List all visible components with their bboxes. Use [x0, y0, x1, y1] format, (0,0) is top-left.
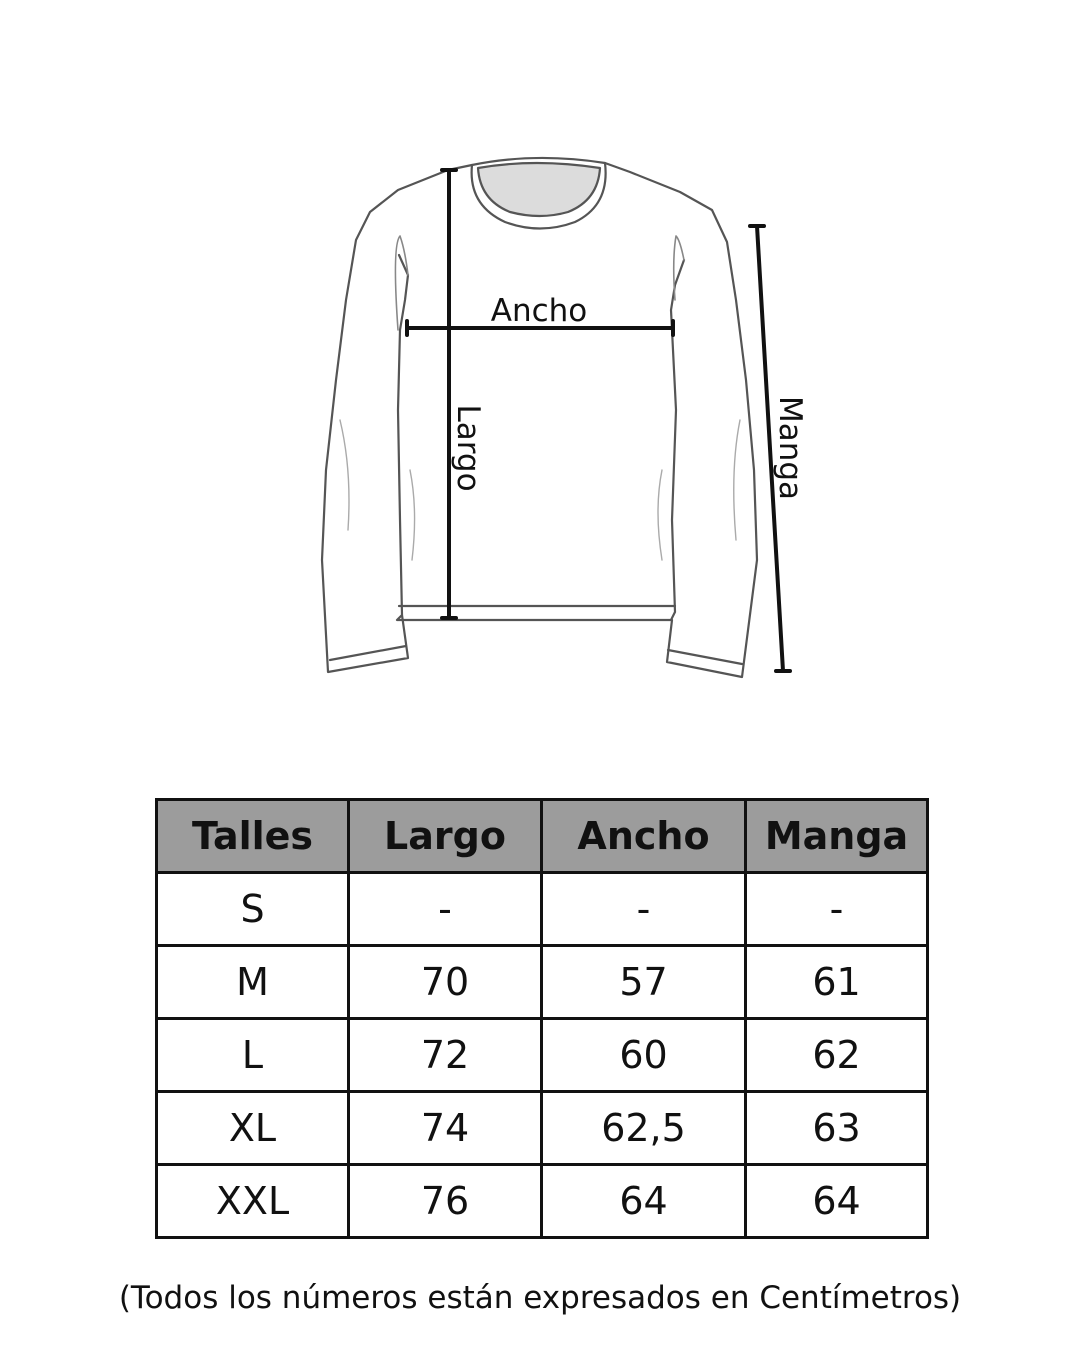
header-manga: Manga — [746, 800, 928, 873]
cell-talle: L — [157, 1019, 349, 1092]
left-cuff-line — [330, 646, 406, 660]
table-header-row — [157, 800, 928, 873]
fold-line — [410, 470, 415, 560]
cell-largo: 74 — [349, 1092, 542, 1165]
table-row — [157, 1165, 928, 1238]
cell-largo: - — [349, 873, 542, 946]
cell-largo: 72 — [349, 1019, 542, 1092]
cell-talle: XXL — [157, 1165, 349, 1238]
header-largo: Largo — [349, 800, 542, 873]
header-talles: Talles — [157, 800, 349, 873]
size-chart-table — [155, 798, 929, 1239]
fold-line — [658, 470, 662, 560]
table-row — [157, 946, 928, 1019]
table-row — [157, 873, 928, 946]
cell-manga: 61 — [746, 946, 928, 1019]
manga-label: Manga — [772, 395, 808, 501]
cell-ancho: - — [542, 873, 746, 946]
cell-largo: 76 — [349, 1165, 542, 1238]
right-shoulder-seam — [674, 236, 684, 300]
cell-ancho: 57 — [542, 946, 746, 1019]
units-footnote: (Todos los números están expresados en Centímetros) — [118, 1280, 962, 1316]
sweater-outline — [322, 163, 757, 677]
cell-manga: 62 — [746, 1019, 928, 1092]
sweater-collar-inner — [478, 163, 600, 216]
cell-talle: S — [157, 873, 349, 946]
right-cuff-line — [668, 650, 742, 664]
cell-ancho: 64 — [542, 1165, 746, 1238]
fold-line — [340, 420, 349, 530]
table-row — [157, 1019, 928, 1092]
cell-ancho: 62,5 — [542, 1092, 746, 1165]
header-ancho: Ancho — [542, 800, 746, 873]
cell-largo: 70 — [349, 946, 542, 1019]
sweater-illustration — [322, 158, 757, 677]
cell-manga: - — [746, 873, 928, 946]
cell-ancho: 60 — [542, 1019, 746, 1092]
largo-label: Largo — [450, 404, 486, 492]
cell-talle: XL — [157, 1092, 349, 1165]
cell-talle: M — [157, 946, 349, 1019]
table-row — [157, 1092, 928, 1165]
ancho-label: Ancho — [490, 293, 588, 329]
cell-manga: 63 — [746, 1092, 928, 1165]
cell-manga: 64 — [746, 1165, 928, 1238]
fold-line — [734, 420, 740, 540]
